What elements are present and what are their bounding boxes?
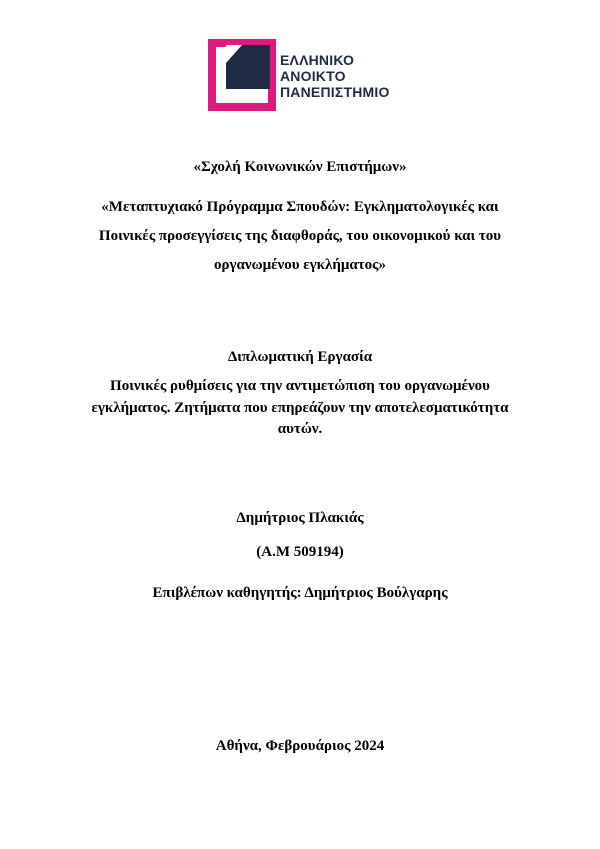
thesis-type: Διπλωματική Εργασία: [227, 349, 373, 365]
program-line-1: «Μεταπτυχιακό Πρόγραμμα Σπουδών: Εγκληματολογικές και: [101, 199, 499, 215]
logo-text-line-3: ΠΑΝΕΠΙΣΤΗΜΙΟ: [280, 84, 390, 100]
logo-text: [280, 52, 390, 100]
eap-logo-icon: [208, 39, 276, 111]
student-id: (Α.Μ 509194): [256, 544, 344, 560]
university-logo: [208, 39, 398, 111]
program-line-2: Ποινικές προσεγγίσεις της διαφθοράς, του οικονομικού και του: [98, 228, 502, 244]
school-name: «Σχολή Κοινωνικών Επιστήμων»: [193, 159, 407, 175]
thesis-title-line-3: αυτών.: [277, 421, 323, 437]
logo-text-line-1: ΕΛΛΗΝΙΚΟ: [280, 52, 355, 68]
place-date: Αθήνα, Φεβρουάριος 2024: [215, 738, 385, 754]
thesis-title-line-2: εγκλήματος. Ζητήματα που επηρεάζουν την αποτελεσματικότητα: [91, 400, 509, 416]
program-line-3: οργανωμένου εγκλήματος»: [214, 257, 386, 273]
author-name: Δημήτριος Πλακιάς: [236, 510, 364, 526]
supervisor: Επιβλέπων καθηγητής: Δημήτριος Βούλγαρης: [152, 585, 448, 601]
thesis-title-line-1: Ποινικές ρυθμίσεις για την αντιμετώπιση του οργανωμένου: [110, 378, 490, 394]
logo-text-line-2: ΑΝΟΙΚΤΟ: [280, 68, 346, 84]
